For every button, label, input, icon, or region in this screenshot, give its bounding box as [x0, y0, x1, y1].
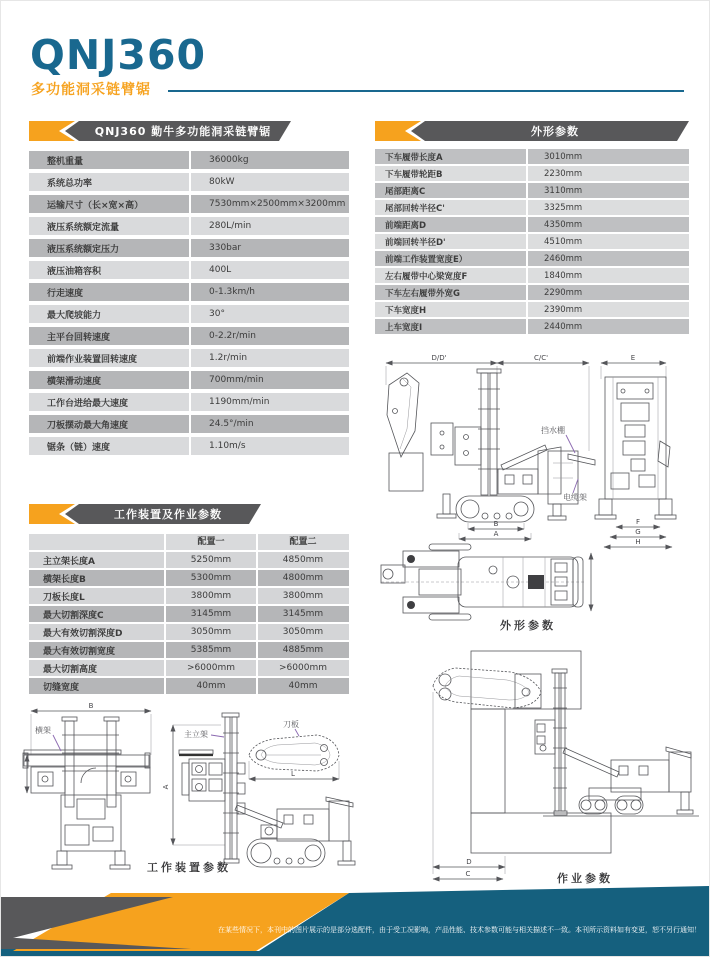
page-title: QNJ360 [30, 31, 207, 79]
table-row [29, 349, 349, 367]
dim-label: E [630, 354, 636, 362]
spec-value: 330bar [189, 239, 349, 257]
page-subtitle: 多功能洞采链臂锯 [31, 82, 151, 98]
config2-value: 3145mm [256, 606, 348, 622]
spec-label: 行走速度 [47, 288, 84, 299]
dim-label: A [162, 784, 170, 790]
table-row [29, 660, 349, 676]
diagram-caption: 工作装置参数 [147, 861, 231, 874]
spec-value: 2440mm [526, 319, 689, 334]
table-row [375, 217, 689, 232]
config1-value: >6000mm [164, 660, 256, 676]
annotation-cable-rack: 电缆架 [563, 493, 587, 502]
config2-value: 3800mm [256, 588, 348, 604]
config2-value: 4885mm [256, 642, 348, 658]
annotation-blade: 刀板 [283, 720, 299, 729]
spec-label: 刀板摆动最大角速度 [47, 420, 129, 431]
spec-label: 切缝宽度 [43, 682, 80, 693]
spec-value: 3325mm [526, 200, 689, 215]
spec-label: 液压系统额定压力 [47, 244, 120, 255]
config1-value: 3800mm [164, 588, 256, 604]
dim-label: B [88, 703, 94, 710]
spec-value: 24.5°/min [189, 415, 349, 433]
table-row [29, 552, 349, 568]
spec-label: 运输尺寸（长×宽×高） [47, 200, 144, 211]
annotation-cross-frame: 横架 [35, 726, 51, 735]
table-row [29, 305, 349, 323]
spec-label: 前端回转半径D' [385, 237, 446, 248]
table-row [375, 183, 689, 198]
spec-value: 2460mm [526, 251, 689, 266]
spec-table-header [29, 121, 291, 141]
config1-value: 5300mm [164, 570, 256, 586]
spec-value: 1190mm/min [189, 393, 349, 411]
spec-label: 尾部距离C [385, 186, 426, 197]
outline-table-header [375, 121, 689, 141]
table-row [375, 251, 689, 266]
spec-label: 主平台回转速度 [47, 332, 111, 343]
table-row [29, 415, 349, 433]
dim-label: F [635, 518, 641, 526]
dim-label: A [493, 530, 499, 538]
table-row [375, 234, 689, 249]
dim-label: L [291, 770, 295, 778]
table-header-row [29, 534, 349, 550]
config1-value: 3050mm [164, 624, 256, 640]
dim-label: C/C' [533, 354, 549, 362]
table-row [29, 437, 349, 455]
work-table-header [29, 504, 261, 524]
config1-value: 5250mm [164, 552, 256, 568]
spec-value: 0-1.3km/h [189, 283, 349, 301]
spec-label: 尾部回转半径C' [385, 203, 445, 214]
diagram-caption: 外形参数 [500, 619, 556, 632]
spec-value: 1.2r/min [189, 349, 349, 367]
table-row [375, 302, 689, 317]
column-header: 配置一 [164, 534, 256, 550]
table-row [29, 239, 349, 257]
config1-value: 40mm [164, 678, 256, 694]
spec-value: 2290mm [526, 285, 689, 300]
config1-value: 5385mm [164, 642, 256, 658]
dim-label: G [635, 528, 641, 536]
footer [1, 879, 710, 957]
title-rule [168, 90, 684, 92]
table-row [29, 217, 349, 235]
spec-label: 整机重量 [47, 156, 84, 167]
spec-value: 400L [189, 261, 349, 279]
dim-label: C [465, 870, 471, 878]
table-row [29, 570, 349, 586]
spec-value: 4510mm [526, 234, 689, 249]
annotation-main-mast: 主立架 [184, 730, 208, 739]
spec-value: 30° [189, 305, 349, 323]
table-row [29, 173, 349, 191]
spec-label: 工作台进给最大速度 [47, 398, 129, 409]
spec-label: 主立架长度A [43, 556, 95, 567]
spec-label: 前端作业装置回转速度 [47, 354, 138, 365]
spec-label: 最大有效切割深度D [43, 628, 123, 639]
dim-label: B [493, 520, 499, 528]
spec-value: 4350mm [526, 217, 689, 232]
table-row [375, 166, 689, 181]
table-row [375, 149, 689, 164]
table-row [29, 393, 349, 411]
table-row [29, 588, 349, 604]
outline-diagram [373, 353, 695, 635]
spec-label: 系统总功率 [47, 178, 93, 189]
spec-label: 锯条（链）速度 [47, 442, 111, 453]
table-row [29, 327, 349, 345]
table-row [375, 268, 689, 283]
spec-label: 下车宽度H [385, 305, 427, 316]
config2-value: 3050mm [256, 624, 348, 640]
dim-label: D/D' [431, 354, 447, 362]
table-row [29, 261, 349, 279]
spec-table-title: QNJ360 勤牛多功能洞采链臂锯 [94, 125, 272, 138]
table-row [29, 151, 349, 169]
spec-label: 最大切割深度C [43, 610, 104, 621]
diagram-caption: 作业参数 [557, 872, 613, 885]
work-table [29, 534, 349, 696]
work-table-title: 工作装置及作业参数 [114, 508, 222, 521]
spec-value: 7530mm×2500mm×3200mm [189, 195, 349, 213]
spec-label: 最大切割高度 [43, 664, 98, 675]
table-row [29, 195, 349, 213]
table-row [29, 678, 349, 694]
spec-label: 下车左右履带外宽G [385, 288, 460, 299]
spec-label: 横架长度B [43, 574, 86, 585]
spec-label: 刀板长度L [43, 592, 85, 603]
spec-label: 液压油箱容积 [47, 266, 102, 277]
dim-label: D [466, 858, 472, 866]
column-header: 配置二 [256, 534, 348, 550]
spec-label: 最大有效切割宽度 [43, 646, 116, 657]
spec-value: 1840mm [526, 268, 689, 283]
spec-label: 下车履带长度A [385, 152, 443, 163]
config2-value: 4800mm [256, 570, 348, 586]
spec-label: 液压系统额定流量 [47, 222, 120, 233]
footer-disclaimer: 在某些情况下，本刊中的图片展示的是部分选配件，由于受工况影响，产品性能、技术参数可能与相关描述不一致。本刊所示资料如有变更，恕不另行通知！ [218, 926, 701, 934]
operation-diagram [393, 648, 699, 888]
table-row [29, 283, 349, 301]
spec-value: 2390mm [526, 302, 689, 317]
spec-value: 2230mm [526, 166, 689, 181]
table-row [375, 200, 689, 215]
spec-value: 3110mm [526, 183, 689, 198]
spec-label: 前端工作装置宽度E） [385, 254, 468, 265]
table-row [375, 285, 689, 300]
spec-label: 左右履带中心梁宽度F [385, 271, 468, 282]
spec-label: 下车履带轮距B [385, 169, 443, 180]
config2-value: >6000mm [256, 660, 348, 676]
outline-table [375, 149, 689, 336]
spec-value: 700mm/min [189, 371, 349, 389]
table-row [29, 606, 349, 622]
table-row [375, 319, 689, 334]
spec-value: 280L/min [189, 217, 349, 235]
work-device-diagram [21, 703, 356, 875]
table-row [29, 371, 349, 389]
spec-value: 3010mm [526, 149, 689, 164]
outline-table-title: 外形参数 [531, 125, 579, 138]
config2-value: 40mm [256, 678, 348, 694]
table-row [29, 642, 349, 658]
spec-value: 0-2.2r/min [189, 327, 349, 345]
spec-label: 上车宽度I [385, 322, 423, 333]
spec-label: 最大爬坡能力 [47, 310, 102, 321]
spec-value: 36000kg [189, 151, 349, 169]
config1-value: 3145mm [164, 606, 256, 622]
spec-value: 80kW [189, 173, 349, 191]
table-row [29, 624, 349, 640]
spec-table [29, 151, 349, 459]
annotation-water-shield: 挡水棚 [541, 426, 565, 435]
config2-value: 4850mm [256, 552, 348, 568]
dim-label: H [635, 538, 641, 546]
spec-value: 1.10m/s [189, 437, 349, 455]
spec-label: 前端距离D [385, 220, 427, 231]
spec-label: 横架滑动速度 [47, 376, 102, 387]
